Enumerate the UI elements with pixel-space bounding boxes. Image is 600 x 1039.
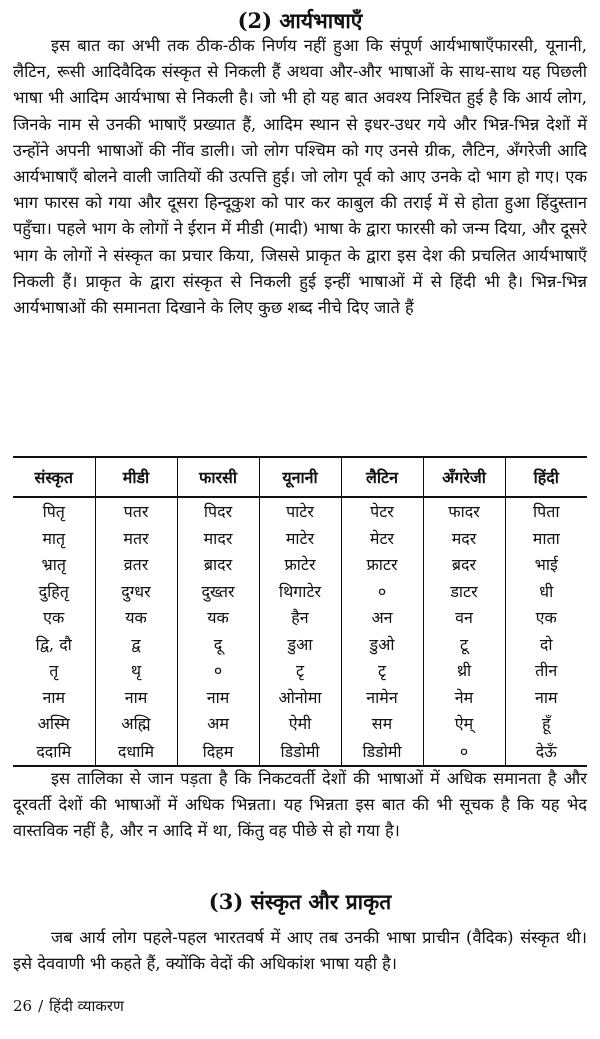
table-cell: तृ bbox=[49, 661, 59, 681]
table-row bbox=[13, 737, 587, 766]
table-cell: अस्मि bbox=[37, 714, 70, 734]
table-cell: ओनोमा bbox=[259, 684, 341, 711]
sanskrit-paragraph: जब आर्य लोग पहले-पहल भारतवर्ष में आए तब उनकी भाषा प्राचीन (वैदिक) संस्कृत थी। इसे देववाणी भी कहते हैं, क्योंकि वेदों की अधिकांश भाषा यही है। bbox=[13, 928, 587, 974]
column-header: यूनानी bbox=[259, 457, 341, 497]
table-cell: ० bbox=[341, 578, 423, 605]
table-cell: ऐम् bbox=[423, 710, 505, 737]
table-cell: डिडोमी bbox=[341, 737, 423, 766]
table-cell: पिता bbox=[505, 497, 587, 525]
table-cell: भाई bbox=[505, 551, 587, 578]
table-cell: फ्राटेर bbox=[259, 551, 341, 578]
table-cell: व्रतर bbox=[95, 551, 177, 578]
table-cell: डुआ bbox=[259, 631, 341, 658]
table-conclusion-paragraph: इस तालिका से जान पड़ता है कि निकटवर्ती देशों की भाषाओं में अधिक समानता है और दूरवर्ती देशों की भाषाओं में अधिक भिन्नता। यह भिन्नता इस बात की भी सूचक है कि यह भेद वास्तविक नहीं है, और न आदि में था, किंतु वह पीछे से हो गया है। bbox=[13, 769, 587, 841]
table-cell: भ्रातृ bbox=[41, 555, 66, 575]
table-row bbox=[13, 604, 587, 631]
table-cell: हैन bbox=[259, 604, 341, 631]
table-cell: द्वि, दौ bbox=[35, 634, 72, 654]
table-cell: मतर bbox=[95, 525, 177, 552]
table-cell: पितृ bbox=[42, 502, 65, 522]
table-cell: धी bbox=[505, 578, 587, 605]
table-cell: अन bbox=[341, 604, 423, 631]
table-row bbox=[13, 631, 587, 658]
page-footer bbox=[13, 996, 124, 1016]
table-cell: सम bbox=[341, 710, 423, 737]
table-row bbox=[13, 684, 587, 711]
table-cell: पतर bbox=[95, 497, 177, 525]
table-cell: तीन bbox=[505, 657, 587, 684]
table-cell: यक bbox=[177, 604, 259, 631]
section-heading-sanskrit-prakrit: (3) संस्कृत और प्राकृत bbox=[208, 889, 392, 914]
table-row bbox=[13, 578, 587, 605]
table-cell: माता bbox=[505, 525, 587, 552]
table-cell: नामेन bbox=[341, 684, 423, 711]
table-cell: दुख्तर bbox=[177, 578, 259, 605]
table-cell: दुहितृ bbox=[38, 581, 69, 601]
table-cell: नाम bbox=[177, 684, 259, 711]
table-cell: फादर bbox=[423, 497, 505, 525]
table-cell: डुओ bbox=[341, 631, 423, 658]
language-comparison-table bbox=[13, 456, 587, 767]
table-row bbox=[13, 657, 587, 684]
table-cell: द्व bbox=[95, 631, 177, 658]
table-cell: टू bbox=[423, 631, 505, 658]
table-cell: अह्मि bbox=[95, 710, 177, 737]
table-cell: ब्रादर bbox=[177, 551, 259, 578]
table-cell: दिहम bbox=[177, 737, 259, 766]
table-row bbox=[13, 525, 587, 552]
table-cell: माटेर bbox=[259, 525, 341, 552]
table-cell: नेम bbox=[423, 684, 505, 711]
column-header: हिंदी bbox=[505, 457, 587, 497]
table-cell: पाटेर bbox=[259, 497, 341, 525]
section-heading-aryabhashayen: (2) आर्यभाषाएँ bbox=[237, 8, 363, 33]
table-cell: नाम bbox=[42, 687, 66, 707]
table-body bbox=[13, 497, 587, 766]
table-cell: टृ bbox=[259, 657, 341, 684]
table-cell: यक bbox=[95, 604, 177, 631]
footer-separator: / bbox=[38, 997, 44, 1015]
table-cell: दू bbox=[177, 631, 259, 658]
table-cell: अम bbox=[177, 710, 259, 737]
table-cell: मेटर bbox=[341, 525, 423, 552]
table-cell: मातृ bbox=[42, 528, 66, 548]
table-cell: पिदर bbox=[177, 497, 259, 525]
table-cell: ब्रदर bbox=[423, 551, 505, 578]
table-cell: नाम bbox=[95, 684, 177, 711]
table-cell: ददामि bbox=[13, 737, 95, 766]
table-cell: डाटर bbox=[423, 578, 505, 605]
intro-paragraph: इस बात का अभी तक ठीक-ठीक निर्णय नहीं हुआ कि संपूर्ण आर्यभाषाएँफारसी, यूनानी, लैटिन, रूसी आदिवैदिक संस्कृत से निकली हैं अथवा और-और भाषाओं के साथ-साथ यह पिछली भाषा भी आदिम आर्यभाषा से निकली है। जो भी हो यह बात अवश्य निश्चित हुई है कि आर्य लोग, जिनके नाम से उनकी भाषाएँ प्रख्यात हैं, आदिम स्थान से इधर-उधर गये और भिन्न-भिन्न देशों में उन्होंने अपनी भाषाओं की नींव डाली। जो लोग पश्चिम को गए उनसे ग्रीक, लैटिन, अँगरेजी आदि आर्यभाषाएँ बोलने वाली जातियों की उत्पत्ति हुई। जो लोग पूर्व को आए उनके दो भाग हो गए। एक भाग फारस को गया और दूसरा हिन्दूकुश को पार कर काबुल की तराई में से होता हुआ हिंदुस्तान पहुँचा। पहले भाग के लोगों ने ईरान में मीडी (मादी) भाषा के द्वारा फारसी को जन्म दिया, और दूसरे भाग के लोगों ने संस्कृत का प्रचार किया, जिससे प्राकृत के द्वारा इस देश की प्रचलित आर्यभाषाएँ निकली हैं। प्राकृत के द्वारा संस्कृत से निकली हुई इन्हीं भाषाओं में से हिंदी भी है। भिन्न-भिन्न आर्यभाषाओं की समानता दिखाने के लिए कुछ शब्द नीचे दिए जाते हैं bbox=[13, 36, 587, 318]
table-cell: थ्री bbox=[423, 657, 505, 684]
column-header: लैटिन bbox=[341, 457, 423, 497]
table-cell: फ्राटर bbox=[341, 551, 423, 578]
table-cell: दो bbox=[505, 631, 587, 658]
table-cell: हूँ bbox=[505, 710, 587, 737]
table-cell: ऐमी bbox=[259, 710, 341, 737]
table-cell: थिगाटेर bbox=[259, 578, 341, 605]
column-header: संस्कृत bbox=[13, 457, 95, 497]
table-cell: देऊँ bbox=[505, 737, 587, 766]
table-cell: दधामि bbox=[95, 737, 177, 766]
table-cell: मादर bbox=[177, 525, 259, 552]
table-cell: एक bbox=[43, 608, 65, 628]
table-row bbox=[13, 710, 587, 737]
table-cell: डिडोमी bbox=[259, 737, 341, 766]
table-cell: टृ bbox=[341, 657, 423, 684]
table-cell: दुग्धर bbox=[95, 578, 177, 605]
table-cell: पेटर bbox=[341, 497, 423, 525]
table-cell: वन bbox=[423, 604, 505, 631]
table-cell: थृ bbox=[95, 657, 177, 684]
column-header: अँगरेजी bbox=[423, 457, 505, 497]
table-cell: नाम bbox=[505, 684, 587, 711]
table-row bbox=[13, 551, 587, 578]
table-cell: एक bbox=[505, 604, 587, 631]
table-cell: मदर bbox=[423, 525, 505, 552]
book-title: हिंदी व्याकरण bbox=[49, 997, 124, 1015]
table-cell: ० bbox=[177, 657, 259, 684]
table-header-row bbox=[13, 457, 587, 497]
column-header: फारसी bbox=[177, 457, 259, 497]
column-header: मीडी bbox=[95, 457, 177, 497]
table-row bbox=[13, 497, 587, 525]
table-cell: ० bbox=[423, 737, 505, 766]
page-number: 26 bbox=[13, 997, 33, 1015]
